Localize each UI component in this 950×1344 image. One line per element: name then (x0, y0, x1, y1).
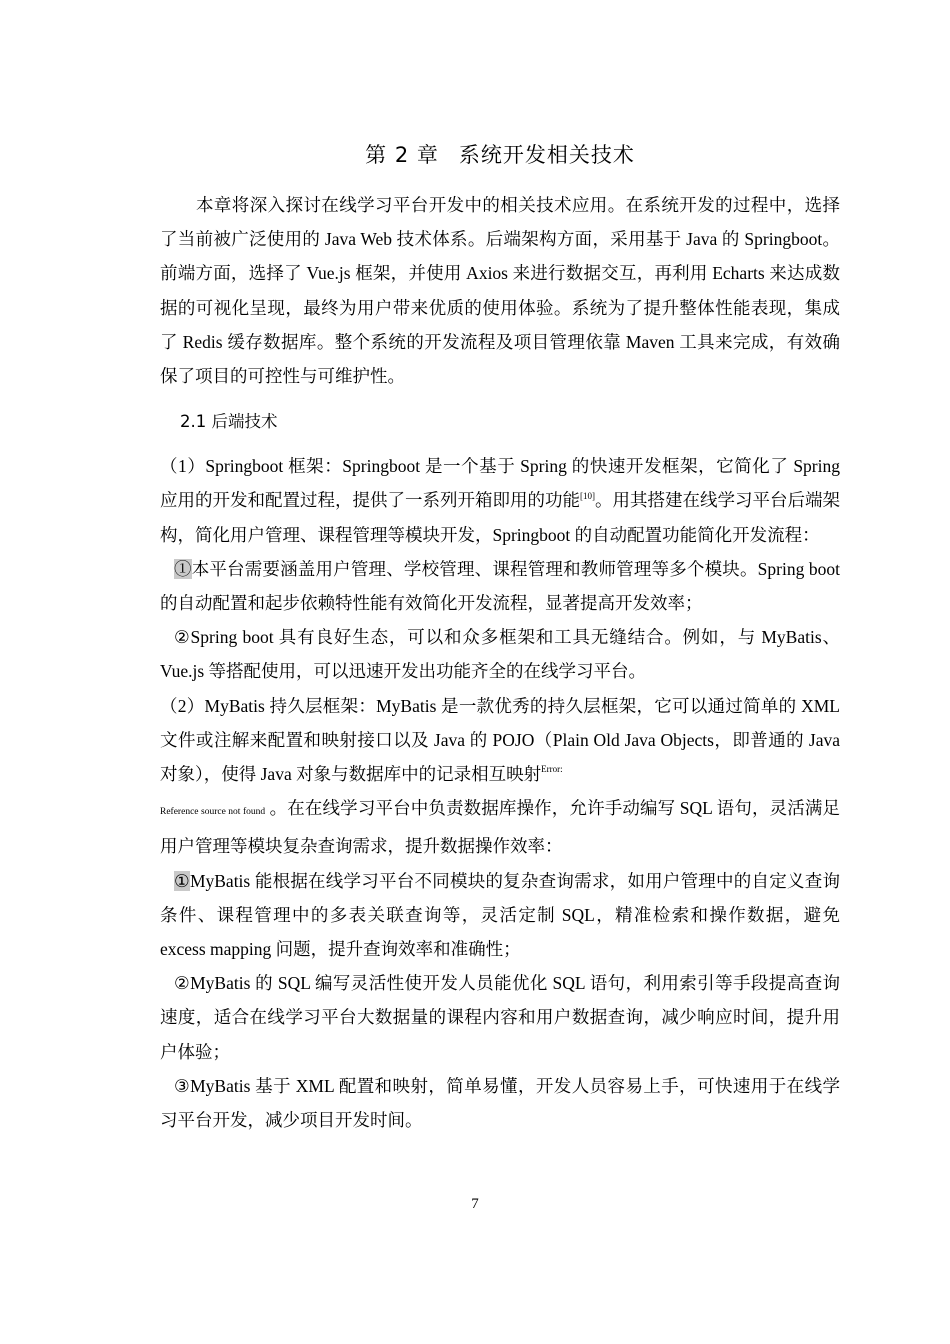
mybatis-item-1 (160, 864, 840, 967)
reference-error-2: Reference source not found (160, 807, 266, 818)
page-number: 7 (471, 1196, 479, 1212)
springboot-item-1 (160, 552, 840, 620)
mybatis-item-1-text: MyBatis 能根据在线学习平台不同模块的复杂查询需求，如用户管理中的自定义查询条件、课程管理中的多表关联查询等，灵活定制 SQL，精准检索和操作数据，避免 excess mapping 问题，提升查询效率和准确性； (160, 870, 840, 960)
springboot-text-a: （1）Springboot 框架：Springboot 是一个基于 Spring 的快速开发框架，它简化了 Spring 应用的开发和配置过程，提供了一系列开箱即用的功能 (160, 456, 840, 511)
citation-ref: [10] (580, 491, 595, 502)
springboot-item-1-text: 本平台需要涵盖用户管理、学校管理、课程管理和教师管理等多个模块。Spring boot 的自动配置和起步依赖特性能有效简化开发流程，显著提高开发效率； (160, 558, 840, 614)
chapter-title: 系统开发相关技术 (458, 143, 635, 167)
item-marker-highlighted: ① (174, 870, 190, 891)
springboot-item-2: ②Spring boot 具有良好生态，可以和众多框架和工具无缝结合。例如，与 MyBatis、Vue.js 等搭配使用，可以迅速开发出功能齐全的在线学习平台。 (160, 627, 840, 682)
mybatis-item-2: ②MyBatis 的 SQL 编写灵活性使开发人员能优化 SQL 语句，利用索引等手段提高查询速度，适合在线学习平台大数据量的课程内容和用户数据查询，减少响应时间，提升用户体验； (160, 973, 840, 1062)
reference-error-1: Error: (541, 764, 563, 775)
page-content (160, 140, 840, 1137)
mybatis-text-a: （2）MyBatis 持久层框架：MyBatis 是一款优秀的持久层框架，它可以通过简单的 XML 文件或注解来配置和映射接口以及 Java 的 POJO（Plain Old Java Objects，即普通的 Java 对象），使得 Java 对象与数据库中的记录相互映射 (160, 695, 840, 785)
intro-paragraph: 本章将深入探讨在线学习平台开发中的相关技术应用。在系统开发的过程中，选择了当前被广泛使用的 Java Web 技术体系。后端架构方面，采用基于 Java 的 Springboot。前端方面，选择了 Vue.js 框架，并使用 Axios 来进行数据交互，再利用 Echarts 来达成数据的可视化呈现，最终为用户带来优质的使用体验。系统为了提升整体性能表现，集成了 Redis 缓存数据库。整个系统的开发流程及项目管理依靠 Maven 工具来完成，有效确保了项目的可控性与可维护性。 (160, 195, 840, 387)
springboot-paragraph (160, 449, 840, 552)
chapter-heading (160, 140, 840, 170)
mybatis-paragraph (160, 689, 840, 864)
item-marker-highlighted: ① (174, 558, 192, 579)
chapter-number: 第 2 章 (365, 143, 439, 167)
section-heading: 2.1 后端技术 (180, 412, 278, 432)
mybatis-text-b: 。在在线学习平台中负责数据库操作，允许手动编写 SQL 语句，灵活满足用户管理等模块复杂查询需求，提升数据操作效率： (160, 798, 840, 857)
springboot-text-b: 。用其搭建在线学习平台后端架构，简化用户管理、课程管理等模块开发，Springboot 的自动配置功能简化开发流程： (160, 490, 840, 545)
mybatis-item-3: ③MyBatis 基于 XML 配置和映射，简单易懂，开发人员容易上手，可快速用于在线学习平台开发，减少项目开发时间。 (160, 1075, 840, 1131)
